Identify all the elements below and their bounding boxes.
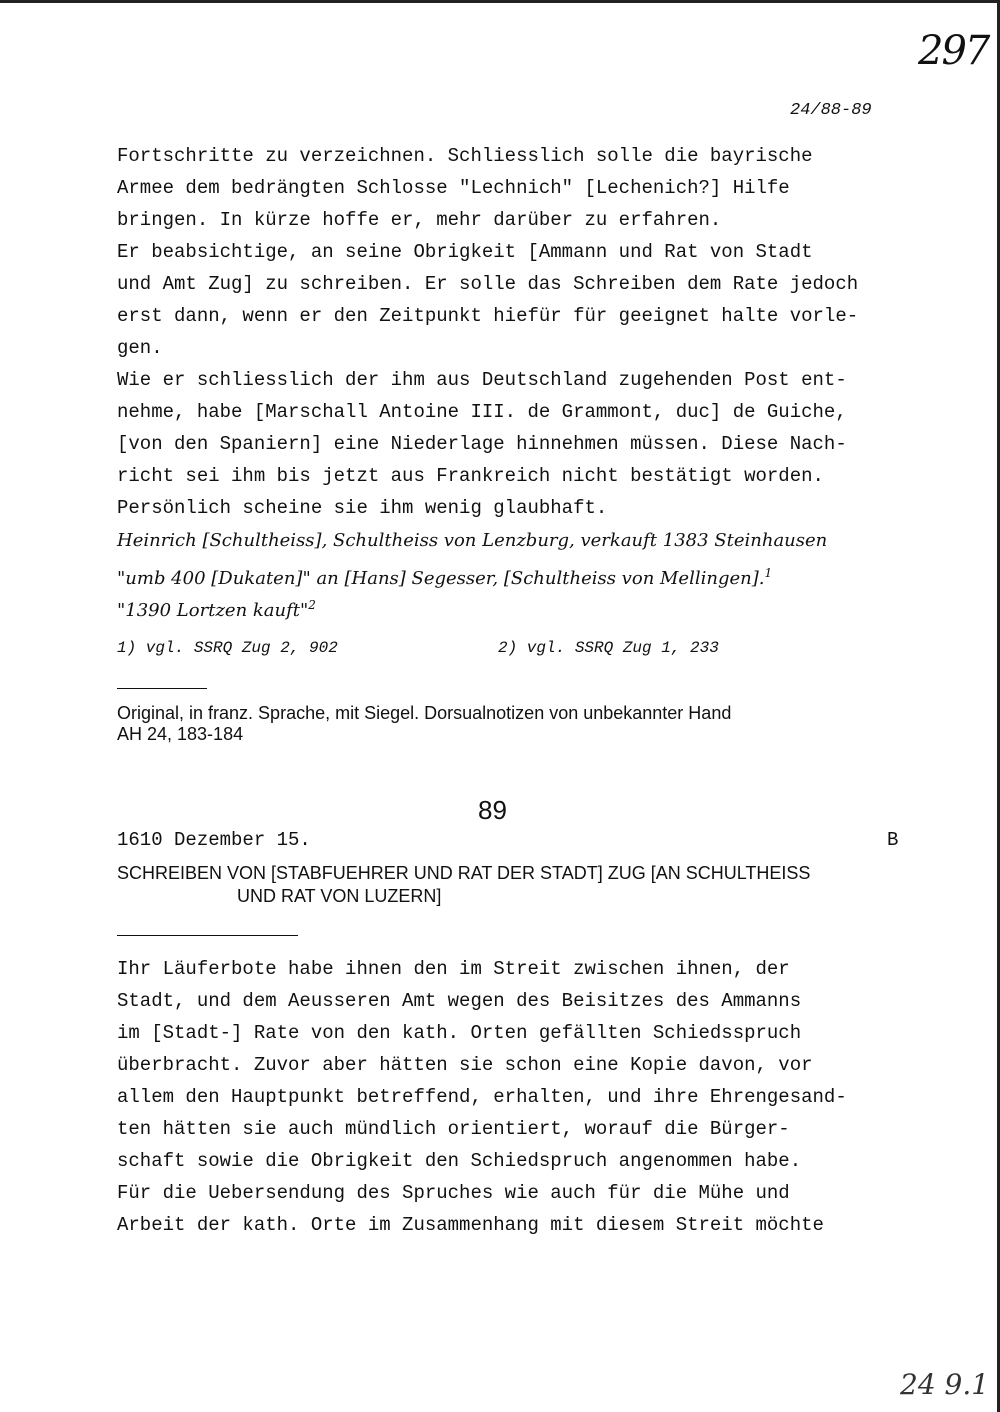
separator-rule xyxy=(117,935,298,936)
text-line: ten hätten sie auch mündlich orientiert, worauf die Bürger- xyxy=(117,1118,790,1140)
text-line: schaft sowie die Obrigkeit den Schiedspruch angenommen habe. xyxy=(117,1150,802,1172)
document-date: 1610 Dezember 15. xyxy=(117,829,311,851)
document-title-line: SCHREIBEN VON [STABFUEHRER UND RAT DER STADT] ZUG [AN SCHULTHEISS xyxy=(117,863,811,883)
text-line: überbracht. Zuvor aber hätten sie schon eine Kopie davon, vor xyxy=(117,1054,813,1076)
text-line: richt sei ihm bis jetzt aus Frankreich nicht bestätigt worden. xyxy=(117,465,824,487)
text-line: und Amt Zug] zu schreiben. Er solle das Schreiben dem Rate jedoch xyxy=(117,273,859,295)
text-line: Wie er schliesslich der ihm aus Deutschland zugehenden Post ent- xyxy=(117,369,847,391)
text-line: allem den Hauptpunkt betreffend, erhalten, und ihre Ehrengesand- xyxy=(117,1086,847,1108)
source-archive: AH 24, 183-184 xyxy=(117,724,244,744)
dorsal-note-line: Heinrich [Schultheiss], Schultheiss von Lenzburg, verkauft 1383 Steinhausen xyxy=(117,530,828,551)
text-line: Für die Uebersendung des Spruches wie auch für die Mühe und xyxy=(117,1182,790,1204)
text-line: [von den Spaniern] eine Niederlage hinnehmen müssen. Diese Nach- xyxy=(117,433,847,455)
text-line: Arbeit der kath. Orte im Zusammenhang mit diesem Streit möchte xyxy=(117,1214,824,1236)
text-line: Stadt, und dem Aeusseren Amt wegen des Beisitzes des Ammanns xyxy=(117,990,802,1012)
footnote-marker: 1 xyxy=(764,566,773,580)
text-line: bringen. In kürze hoffe er, mehr darüber zu erfahren. xyxy=(117,209,722,231)
text-line: Fortschritte zu verzeichnen. Schliesslich solle die bayrische xyxy=(117,145,813,167)
text-line: Persönlich scheine sie ihm wenig glaubhaft. xyxy=(117,497,608,519)
text-line: Armee dem bedrängten Schlosse "Lechnich" [Lechenich?] Hilfe xyxy=(117,177,790,199)
separator-rule xyxy=(117,688,207,689)
source-note: Original, in franz. Sprache, mit Siegel. Dorsualnotizen von unbekannter Hand xyxy=(117,703,732,723)
text-line: Er beabsichtige, an seine Obrigkeit [Ammann und Rat von Stadt xyxy=(117,241,813,263)
footnote-marker: 2 xyxy=(308,598,316,612)
text-line: nehme, habe [Marschall Antoine III. de Grammont, duc] de Guiche, xyxy=(117,401,847,423)
text-line: im [Stadt-] Rate von den kath. Orten gefällten Schiedsspruch xyxy=(117,1022,802,1044)
footnote-2: 2) vgl. SSRQ Zug 1, 233 xyxy=(498,639,719,657)
dorsal-note-line: "umb 400 [Dukaten]" an [Hans] Segesser, [Schultheiss von Mellingen].$^1$ xyxy=(117,566,773,589)
document-mark: B xyxy=(887,829,899,851)
text-line: gen. xyxy=(117,337,163,359)
handwritten-folio-number: 297 xyxy=(918,28,989,74)
footnote-1: 1) vgl. SSRQ Zug 2, 902 xyxy=(117,639,338,657)
page-reference: 24/88-89 xyxy=(790,101,872,120)
dorsal-note-line: "1390 Lortzen kauft"$^2$ xyxy=(117,598,316,621)
text-line: erst dann, wenn er den Zeitpunkt hiefür für geeignet halte vorle- xyxy=(117,305,859,327)
page-top-edge xyxy=(0,0,1000,3)
handwritten-corner-mark: 24 9.1 xyxy=(900,1368,990,1401)
document-number: 89 xyxy=(478,795,507,825)
document-title-line: UND RAT VON LUZERN] xyxy=(237,886,442,906)
text-line: Ihr Läuferbote habe ihnen den im Streit zwischen ihnen, der xyxy=(117,958,790,980)
